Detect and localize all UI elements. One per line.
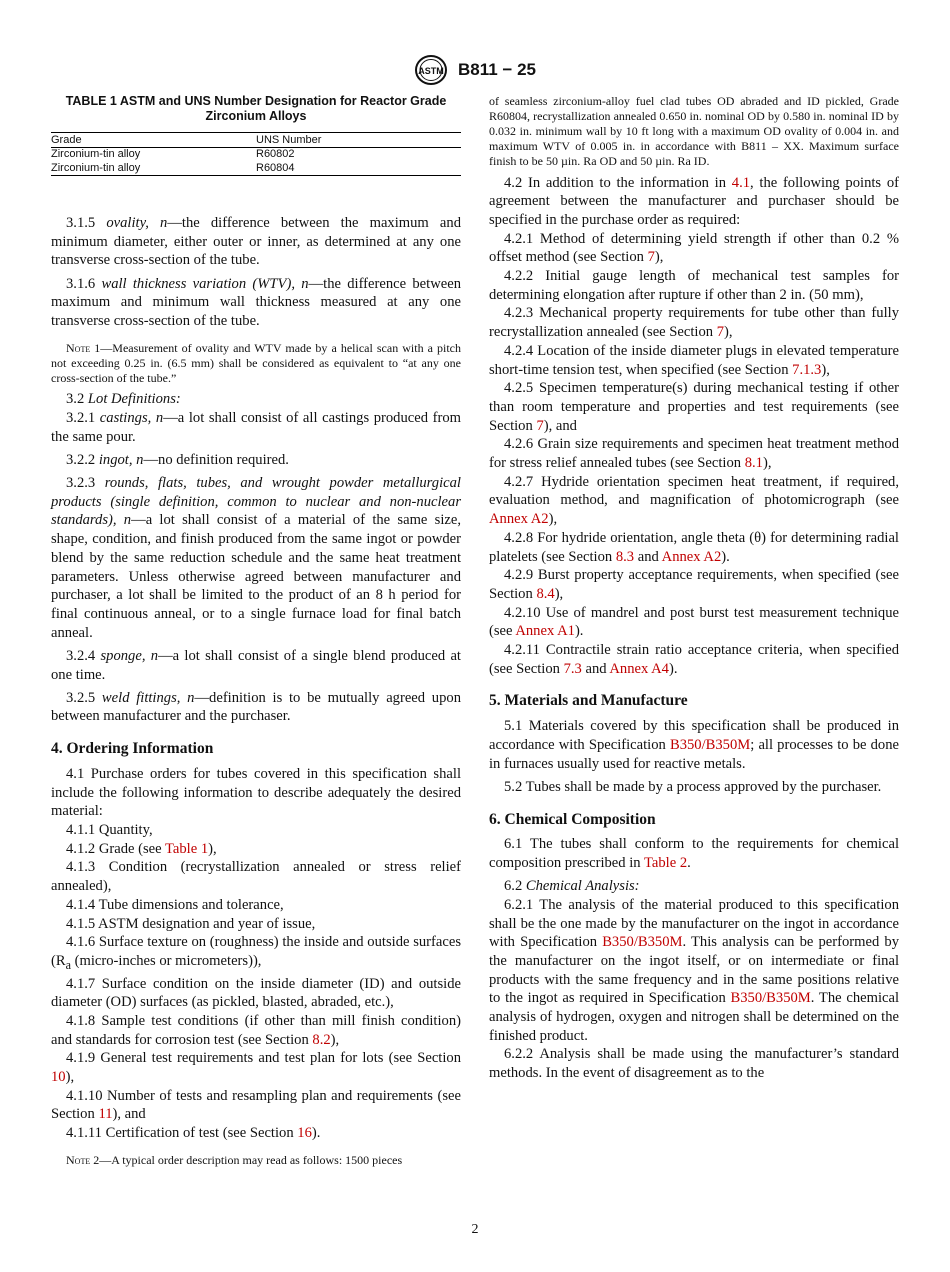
para-4-2-7: 4.2.7 Hydride orientation specimen heat treatment, if required, evaluation method, and magnification of photomicrograph (see Annex A2), [489, 473, 899, 528]
para-4-1-7: 4.1.7 Surface condition on the inside diameter (ID) and outside diameter (OD) surfaces (as pickled, blasted, abraded, etc.), [51, 975, 461, 1011]
para-4-1-9: 4.1.9 General test requirements and test plan for lots (see Section 10), [51, 1050, 461, 1086]
link-annex-a4[interactable]: Annex A4 [609, 660, 669, 677]
link-b350[interactable]: B350/B350M [602, 934, 683, 951]
section-heading-4: 4. Ordering Information [51, 740, 214, 758]
para-4-2-2: 4.2.2 Initial gauge length of mechanical test samples for determining elongation after rupture if other than 2 in. (50 mm), [489, 268, 899, 303]
para-6-1: 6.1 The tubes shall conform to the requirements for chemical composition prescribed in Table 2. [489, 836, 899, 871]
link-annex-a1[interactable]: Annex A1 [515, 623, 575, 640]
note-2-continued: of seamless zirconium-alloy fuel clad tubes OD abraded and ID pickled, Grade R60804, recrystallization annealed 0.650 in. nominal OD by 0.580 in. nominal ID by 0.032 in. minimum wall by 10 ft long with a maximum OD ovality of 0.004 in. and maximum WTV of 0.005 in. in accordance with B811 – XX. Maximum surface finish to be 50 µin. Ra OD and 50 µin. Ra ID. [489, 94, 899, 168]
para-4-1-3: 4.1.3 Condition (recrystallization annealed or stress relief annealed), [51, 859, 461, 895]
para-4-2-4: 4.2.4 Location of the inside diameter plugs in elevated temperature short-time tension test, when specified (see Section 7.1.3), [489, 342, 899, 378]
table1-title: TABLE 1 ASTM and UNS Number Designation for Reactor Grade Zirconium Alloys [65, 94, 447, 123]
link-section-8-1[interactable]: 8.1 [744, 455, 763, 472]
link-section-7-1-3[interactable]: 7.1.3 [792, 361, 822, 378]
table-header: Grade [51, 133, 256, 148]
link-annex-a2[interactable]: Annex A2 [489, 511, 549, 528]
para-3-1-5: 3.1.5 ovality, n—the difference between the maximum and minimum diameter, either outer or inner, as determined at any one transverse cross-section of the tube. [51, 215, 461, 269]
para-4-2-11: 4.2.11 Contractile strain ratio acceptance criteria, when specified (see Section 7.3 and Annex A4). [489, 642, 899, 677]
para-4-2: 4.2 In addition to the information in 4.1, the following points of agreement between the manufacturer and purchaser should be specified in the purchase order as required: [489, 174, 899, 228]
para-6-2: 6.2 Chemical Analysis: [504, 878, 640, 895]
para-3-2-1: 3.2.1 castings, n—a lot shall consist of all castings produced from the same pour. [51, 409, 461, 445]
table-row [51, 148, 461, 162]
para-4-1-6: 4.1.6 Surface texture on (roughness) the inside and outside surfaces ($R_a$ (micro-inches or micrometers)), [51, 934, 461, 972]
para-4-2-5: 4.2.5 Specimen temperature(s) during mechanical testing if other than room temperature and properties and test requirements (see Section 7), and [489, 380, 899, 434]
link-section-8-3[interactable]: 8.3 [615, 548, 635, 565]
table-header: UNS Number [256, 133, 461, 148]
table-cell: Zirconium-tin alloy [51, 162, 256, 176]
para-3-2-5: 3.2.5 weld fittings, n—definition is to be mutually agreed upon between manufacturer and the purchaser. [51, 689, 461, 725]
page-number: 2 [471, 1222, 479, 1237]
link-table-2[interactable]: Table 2 [643, 854, 688, 871]
section-heading-5: 5. Materials and Manufacture [489, 692, 688, 710]
para-3-2-2: 3.2.2 ingot, n—no definition required. [66, 451, 289, 468]
para-4-1-5: 4.1.5 ASTM designation and year of issue, [66, 915, 316, 932]
para-4-2-9: 4.2.9 Burst property acceptance requirements, when specified (see Section 8.4), [489, 567, 899, 602]
table-cell: Zirconium-tin alloy [51, 148, 141, 160]
para-6-2-2: 6.2.2 Analysis shall be made using the manufacturer’s standard methods. In the event of disagreement as to the [489, 1046, 899, 1082]
right-column [489, 94, 899, 1083]
link-section-11[interactable]: 11 [98, 1106, 113, 1123]
link-section-7[interactable]: 7 [716, 324, 725, 341]
link-section-10[interactable]: 10 [51, 1069, 66, 1086]
link-section-7-3[interactable]: 7.3 [563, 660, 582, 677]
para-4-1-8: 4.1.8 Sample test conditions (if other than mill finish condition) and standards for corrosion test (see Section 8.2), [51, 1012, 461, 1048]
astm-logo-icon [414, 54, 448, 86]
page-header [0, 54, 950, 86]
para-3-2: 3.2 Lot Definitions: [66, 391, 181, 408]
table-cell: R60804 [256, 162, 461, 176]
para-4-1-10: 4.1.10 Number of tests and resampling plan and requirements (see Section 11), and [51, 1087, 461, 1123]
link-section-7[interactable]: 7 [536, 417, 544, 434]
link-section-4-1[interactable]: 4.1 [731, 174, 751, 191]
para-4-2-10: 4.2.10 Use of mandrel and post burst test measurement technique (see Annex A1). [489, 604, 899, 640]
para-4-2-3: 4.2.3 Mechanical property requirements for tube other than fully recrystallization annealed (see Section 7), [489, 305, 899, 341]
table1 [51, 132, 461, 176]
table-header-row [51, 133, 461, 148]
para-3-2-4: 3.2.4 sponge, n—a lot shall consist of a single blend produced at one time. [51, 647, 461, 683]
table-row [51, 162, 461, 176]
para-3-2-3: 3.2.3 rounds, flats, tubes, and wrought powder metallurgical products (single definition, common to nuclear and non-nuclear standards), n—a lot shall consist of a material of the same size, shape, condition, and finish produced from the same ingot or powder blend by the same reduction schedule and the same heat treatment parameters. Unless otherwise agreed between manufacturer and purchaser, a lot shall be limited to the product of an 8 h period for final continuous anneal, or to a single furnace load for final batch anneal. [51, 475, 461, 641]
link-section-7[interactable]: 7 [647, 249, 655, 266]
document-designation: B811 − 25 [458, 60, 536, 79]
section-heading-6: 6. Chemical Composition [489, 810, 656, 828]
table-cell: R60802 [256, 148, 295, 160]
para-4-1-1: 4.1.1 Quantity, [66, 821, 153, 838]
para-4-1: 4.1 Purchase orders for tubes covered in this specification shall include the following information to describe adequately the desired material: [51, 765, 461, 820]
note-2: Note 2—A typical order description may read as follows: 1500 pieces [66, 1152, 403, 1167]
para-5-2: 5.2 Tubes shall be made by a process approved by the purchaser. [504, 778, 882, 795]
left-column [51, 94, 461, 1168]
para-6-2-1: 6.2.1 The analysis of the material produced to this specification shall be the one made by the manufacturer on the ingot in accordance with Specification B350/B350M. This analysis can be performed by the manufacturer on the ingot itself, or on intermediate or final products with the same frequency and in the same positions relative to the ingot as required in Specification B350/B350M. The chemical analysis of hydrogen, oxygen and nitrogen shall be determined on the finished product. [489, 896, 900, 1044]
link-annex-a2[interactable]: Annex A2 [661, 548, 722, 565]
link-b350[interactable]: B350/B350M [730, 990, 811, 1007]
para-4-2-1: 4.2.1 Method of determining yield strength if other than 0.2 % offset method (see Section 7), [489, 230, 899, 266]
para-4-1-4: 4.1.4 Tube dimensions and tolerance, [66, 896, 284, 913]
link-section-16[interactable]: 16 [297, 1125, 312, 1142]
para-5-1: 5.1 Materials covered by this specification shall be produced in accordance with Specification B350/B350M; all processes to be done in furnaces usually used for reactive metals. [489, 718, 899, 772]
link-table-1[interactable]: Table 1 [165, 840, 209, 857]
link-section-8-4[interactable]: 8.4 [536, 585, 555, 602]
svg-text:ASTM: ASTM [418, 66, 444, 76]
para-4-1-2: 4.1.2 Grade (see Table 1), [66, 840, 217, 857]
link-section-8-2[interactable]: 8.2 [312, 1031, 331, 1048]
para-4-1-11: 4.1.11 Certification of test (see Section 16). [66, 1125, 321, 1142]
para-4-2-6: 4.2.6 Grain size requirements and specimen heat treatment method for stress relief annealed tubes (see Section 8.1), [489, 436, 899, 472]
note-1: Note 1—Measurement of ovality and WTV made by a helical scan with a pitch not exceeding 0.25 in. (6.5 mm) shall be considered as equivalent to “at any one cross-section of the tube.” [51, 340, 462, 385]
link-b350[interactable]: B350/B350M [669, 736, 751, 753]
para-4-2-8: 4.2.8 For hydride orientation, angle theta (θ) for determining radial platelets (see Section 8.3 and Annex A2). [489, 529, 899, 565]
para-3-1-6: 3.1.6 wall thickness variation (WTV), n—the difference between maximum and minimum wall thickness measured at any one transverse cross-section of the tube. [51, 275, 462, 330]
